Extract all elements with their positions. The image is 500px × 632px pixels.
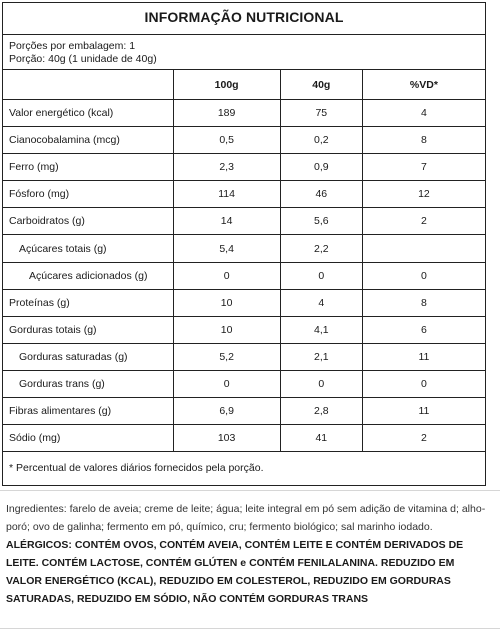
table-header-row: [3, 70, 485, 100]
value-portion: 41: [280, 425, 362, 452]
value-portion: 5,6: [280, 208, 362, 235]
table-row: [3, 262, 485, 289]
nutrient-name: Fósforo (mg): [3, 181, 173, 208]
value-vd: 12: [362, 181, 485, 208]
value-vd: 0: [362, 370, 485, 397]
table-row: [3, 343, 485, 370]
value-portion: 2,2: [280, 235, 362, 262]
table-row: [3, 316, 485, 343]
value-vd: 11: [362, 343, 485, 370]
value-vd: 11: [362, 398, 485, 425]
table-row: [3, 181, 485, 208]
value-100g: 0,5: [173, 127, 280, 154]
portion-size: Porção: 40g (1 unidade de 40g): [9, 53, 157, 65]
value-100g: 14: [173, 208, 280, 235]
portions-per-package: Porções por embalagem: 1: [9, 40, 136, 52]
value-portion: 0: [280, 370, 362, 397]
value-100g: 2,3: [173, 154, 280, 181]
nutrient-name: Cianocobalamina (mcg): [3, 127, 173, 154]
table-row: [3, 235, 485, 262]
table-row: [3, 154, 485, 181]
header-vd: %VD*: [362, 70, 485, 100]
value-vd: [362, 235, 485, 262]
value-vd: 0: [362, 262, 485, 289]
value-100g: 5,2: [173, 343, 280, 370]
allergens-text: ALÉRGICOS: CONTÉM OVOS, CONTÉM AVEIA, CONTÉM LEITE E CONTÉM DERIVADOS DE LEITE. CONTÉM LACTOSE, CONTÉM GLÚTEN e CONTÉM FENILALANINA. REDUZIDO EM VALOR ENERGÉTICO (KCAL), REDUZIDO EM COLESTEROL, REDUZIDO EM GORDURAS SATURADAS, REDUZIDO EM SÓDIO, NÃO CONTÉM GORDURAS TRANS: [6, 539, 464, 605]
header-portion: 40g: [280, 70, 362, 100]
header-nutrient: [3, 70, 173, 100]
value-portion: 0,9: [280, 154, 362, 181]
value-vd: 2: [362, 425, 485, 452]
value-vd: 6: [362, 316, 485, 343]
value-portion: 75: [280, 100, 362, 127]
value-100g: 10: [173, 316, 280, 343]
nutrition-table: [3, 70, 485, 452]
ingredients-text: Ingredientes: farelo de aveia; creme de leite; água; leite integral em pó sem adição de vitamina d; alho-poró; ovo de galinha; fermento em pó, químico, cru; fermento biológico; sal marinho iodado.: [6, 503, 486, 533]
value-vd: 4: [362, 100, 485, 127]
nutrition-rows: [3, 100, 485, 452]
table-row: [3, 127, 485, 154]
ingredients-block: [6, 500, 490, 608]
value-100g: 5,4: [173, 235, 280, 262]
nutrient-name: Sódio (mg): [3, 425, 173, 452]
nutrient-name: Gorduras saturadas (g): [3, 343, 173, 370]
value-100g: 0: [173, 370, 280, 397]
value-100g: 103: [173, 425, 280, 452]
nutrient-name: Gorduras trans (g): [3, 370, 173, 397]
label-title: INFORMAÇÃO NUTRICIONAL: [3, 3, 485, 35]
value-100g: 6,9: [173, 398, 280, 425]
table-row: [3, 100, 485, 127]
header-100g: 100g: [173, 70, 280, 100]
table-row: [3, 289, 485, 316]
value-portion: 0: [280, 262, 362, 289]
value-vd: 8: [362, 127, 485, 154]
table-row: [3, 370, 485, 397]
nutrient-name: Gorduras totais (g): [3, 316, 173, 343]
nutrient-name: Carboidratos (g): [3, 208, 173, 235]
footnote: * Percentual de valores diários fornecidos pela porção.: [9, 462, 264, 475]
value-portion: 4: [280, 289, 362, 316]
table-row: [3, 208, 485, 235]
value-vd: 8: [362, 289, 485, 316]
nutrient-name: Valor energético (kcal): [3, 100, 173, 127]
value-100g: 114: [173, 181, 280, 208]
value-100g: 10: [173, 289, 280, 316]
value-portion: 2,1: [280, 343, 362, 370]
value-100g: 189: [173, 100, 280, 127]
nutrient-name: Fibras alimentares (g): [3, 398, 173, 425]
nutrient-name: Proteínas (g): [3, 289, 173, 316]
value-portion: 0,2: [280, 127, 362, 154]
value-portion: 4,1: [280, 316, 362, 343]
table-row: [3, 398, 485, 425]
nutrient-name: Açúcares adicionados (g): [3, 262, 173, 289]
bottom-divider: [0, 628, 500, 629]
table-row: [3, 425, 485, 452]
portion-info: [3, 35, 485, 70]
value-portion: 2,8: [280, 398, 362, 425]
nutrient-name: Ferro (mg): [3, 154, 173, 181]
section-divider: [0, 490, 500, 491]
value-100g: 0: [173, 262, 280, 289]
value-vd: 7: [362, 154, 485, 181]
value-portion: 46: [280, 181, 362, 208]
value-vd: 2: [362, 208, 485, 235]
nutrition-facts-label: [2, 2, 486, 486]
nutrient-name: Açúcares totais (g): [3, 235, 173, 262]
